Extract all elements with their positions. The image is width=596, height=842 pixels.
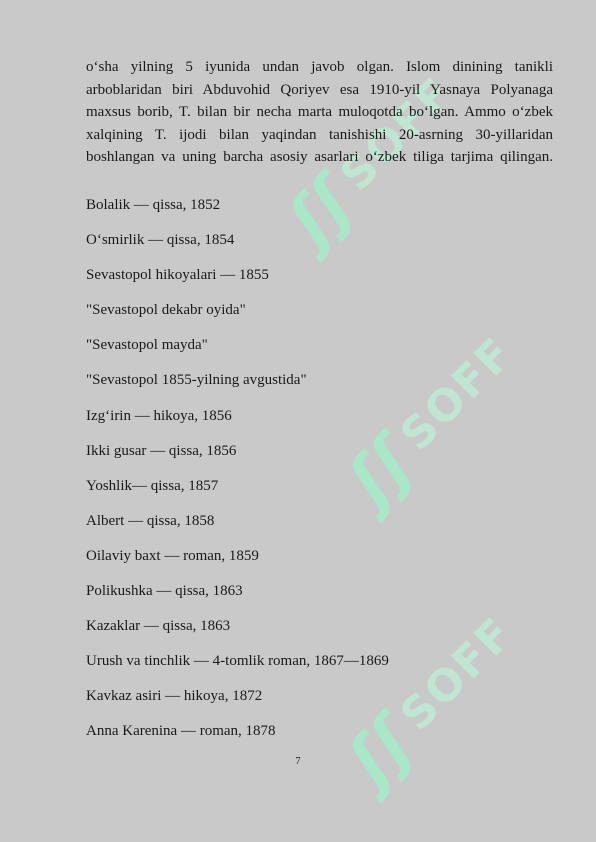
paragraph-line: boshlangan va uning barcha asosiy asarlari o‘zbek tiliga tarjima qilingan. bbox=[86, 149, 553, 166]
list-item: Oilaviy baxt — roman, 1859 bbox=[86, 547, 259, 564]
watermark-text: SOFF bbox=[390, 327, 524, 461]
paragraph-line: maxsus borib, T. bilan bir necha marta muloqotda bo‘lgan. Ammo o‘zbek bbox=[86, 104, 553, 121]
paragraph-line: arboblaridan biri Abduvohid Qoriyev esa 1910-yil Yasnaya Polyanaga bbox=[86, 81, 553, 98]
page-number: 7 bbox=[295, 756, 301, 767]
list-item: Ikki gusar — qissa, 1856 bbox=[86, 442, 237, 459]
watermark-logo-icon: ʃʃ bbox=[332, 422, 429, 519]
list-item: Kavkaz asiri — hikoya, 1872 bbox=[86, 688, 263, 705]
list-item: Albert — qissa, 1858 bbox=[86, 512, 215, 529]
list-item: Anna Karenina — roman, 1878 bbox=[86, 723, 276, 740]
list-item: Sevastopol hikoyalari — 1855 bbox=[86, 267, 269, 284]
watermark-text: SOFF bbox=[330, 67, 464, 201]
paragraph-line: xalqining T. ijodi bilan yaqindan tanishishi 20-asrning 30-yillaridan bbox=[86, 126, 553, 143]
works-list bbox=[86, 194, 546, 756]
watermark-logo-icon: ʃʃ bbox=[272, 162, 369, 259]
list-item: Polikushka — qissa, 1863 bbox=[86, 583, 243, 600]
list-item: Urush va tinchlik — 4-tomlik roman, 1867—1869 bbox=[86, 653, 389, 670]
list-item: "Sevastopol dekabr oyida" bbox=[86, 302, 246, 319]
body-paragraph bbox=[86, 56, 553, 169]
list-item: "Sevastopol 1855-yilning avgustida" bbox=[86, 372, 307, 389]
list-item: Yoshlik— qissa, 1857 bbox=[86, 477, 219, 494]
list-item: "Sevastopol mayda" bbox=[86, 337, 208, 354]
list-item: Kazaklar — qissa, 1863 bbox=[86, 618, 231, 635]
list-item: Izg‘irin — hikoya, 1856 bbox=[86, 407, 232, 424]
paragraph-line: o‘sha yilning 5 iyunida undan javob olgan. Islom dinining tanikli bbox=[86, 59, 553, 75]
watermark-logo-icon: ʃʃ bbox=[332, 702, 429, 799]
list-item: O‘smirlik — qissa, 1854 bbox=[86, 232, 235, 249]
list-item: Bolalik — qissa, 1852 bbox=[86, 197, 221, 213]
watermark-text: SOFF bbox=[390, 607, 524, 741]
